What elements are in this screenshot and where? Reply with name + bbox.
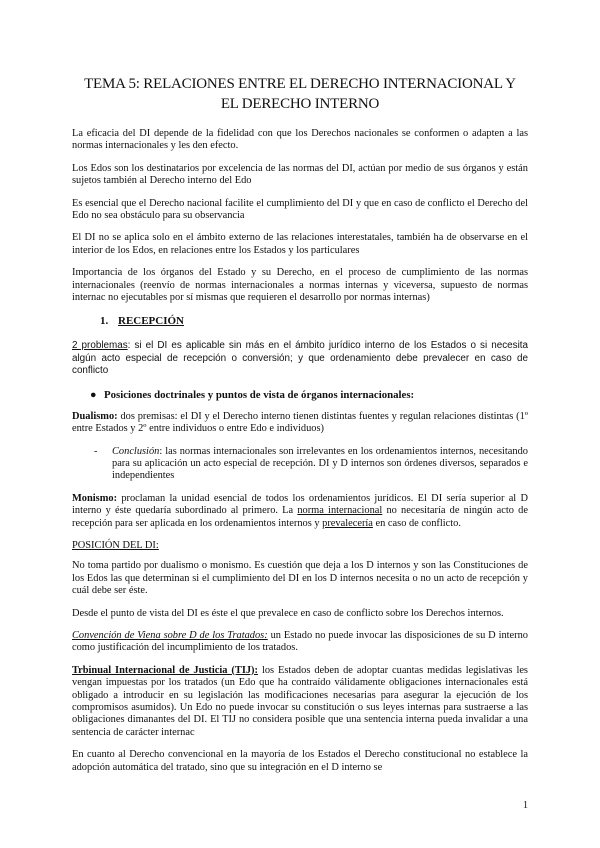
page-content [72, 74, 528, 784]
conclusion-text: : las normas internacionales son irrelevantes en los ordenamientos internos, necesitando para su aplicación un acto especial de recepción. DI y D internos son órdenes diversos, separados e independientes [112, 445, 528, 482]
paragraph-posicion-2: Desde el punto de vista del DI es éste el que prevalece en caso de conflicto sobre los Derechos internos. [72, 607, 504, 619]
monismo-text-1: proclaman la unidad esencial de todos los ordenamientos jurídicos. El DI sería superior al D interno y éste quedaría subordinado al primero. La [72, 492, 528, 517]
conclusion-label: Conclusión [112, 445, 160, 457]
dualismo-conclusion [112, 446, 528, 483]
viena-text: un Estado no puede invocar las disposiciones de su D interno como justificación del incumplimiento de los tratados. [72, 629, 528, 654]
paragraph-monismo [72, 493, 528, 530]
paragraph-convencional: En cuanto al Derecho convencional en la mayoría de los Estados el Derecho constitucional no establece la adopción automática del tratado, sino que su integración en el D interno se [72, 749, 528, 773]
viena-label: Convención de Viena sobre D de los Tratados: [72, 629, 268, 641]
monismo-term: Monismo: [72, 492, 118, 504]
tij-text: los Estados deben de adoptar cuantas medidas legislativas les vengan impuestas por los tratados (un Edo que ha contraído válidamente obligaciones internacionales está obligado a introducir en su legislación las modificaciones necesarias para asegurar la ejecución de los compromisos asumidos). Un Edo no puede invocar su constitución o sus leyes internas para sustraerse a las obligaciones dimanantes del DI. El TIJ no considera posible que una sentencia interna pueda invalidar a una sentencia de carácter internac [72, 664, 528, 738]
section-number: 1. [100, 315, 109, 328]
title-line-2: EL DERECHO INTERNO [220, 96, 380, 112]
title-line-1: TEMA 5: RELACIONES ENTRE EL DERECHO INTERNACIONAL Y [84, 76, 516, 92]
dualismo-text: dos premisas: el DI y el Derecho interno tienen distintas fuentes y regulan relaciones distintas (1º entre Estados y 2º entre individuos o entre Edo e individuos) [72, 410, 528, 435]
paragraph-posicion-1: No toma partido por dualismo o monismo. Es cuestión que deja a los D internos y son las Constituciones de los Edos las que determinan si el cumplimiento del DI en los D internos necesita o no un acto de recepción y cuál debe ser éste. [72, 560, 528, 597]
dualismo-conclusion-item [94, 446, 528, 483]
section-heading-recepcion [100, 314, 528, 328]
tij-label: Trbinual Internacional de Justicia (TIJ): [72, 664, 258, 676]
page-title [72, 74, 528, 114]
monismo-text-3: en caso de conflicto. [372, 517, 461, 529]
bullet-dot-icon: ● [90, 388, 97, 401]
paragraph-esencial: Es esencial que el Derecho nacional facilite el cumplimiento del DI y que en caso de conflicto el Derecho del Edo no sea obstáculo para su observancia [72, 197, 528, 222]
monismo-text-2: no necesitaría de ningún acto de recepción para ser aplicada en los ordenamientos internos y [72, 505, 528, 529]
paragraph-ambito: El DI no se aplica solo en el ámbito externo de las relaciones interestatales, también ha de observarse en el interior de los Edos, en relaciones entre los Estados y los particulares [72, 232, 528, 256]
problemas-text: : si el DI es aplicable sin más en el ámbito jurídico interno de los Estados o si necesita algún acto especial de recepción o conversión; y que ordenamiento debe prevalecer en caso de conflicto [72, 340, 528, 377]
monismo-link-norma: norma internacional [297, 505, 383, 517]
dualismo-term: Dualismo: [72, 410, 118, 422]
bullet-posiciones [90, 388, 528, 402]
paragraph-importancia: Importancia de los órganos del Estado y su Derecho, en el proceso de cumplimiento de las normas internacionales (reenvío de normas internacionales a normas internas y viceversa, supuesto de normas internac no ejecutables por sí mismas que requieren el desarrollo por normas internas) [72, 267, 528, 304]
paragraph-tij [72, 665, 528, 739]
paragraph-destinatarios: Los Edos son los destinatarios por excelencia de las normas del DI, actúan por medio de sus órganos y están sujetos también al Derecho interno del Edo [72, 162, 528, 187]
page-number: 1 [523, 800, 528, 811]
posicion-heading: POSICIÓN DEL DI: [72, 539, 159, 551]
section-title: RECEPCIÓN [118, 315, 185, 328]
problemas-label: 2 problemas [72, 340, 128, 352]
paragraph-eficacia: La eficacia del DI depende de la fidelidad con que los Derechos nacionales se conformen o adapten a las normas internacionales y les den efecto. [72, 128, 528, 152]
paragraph-viena [72, 630, 528, 655]
paragraph-dualismo [72, 411, 528, 436]
monismo-link-prevaleceria: prevalecería [322, 517, 373, 529]
dash-marker: - [94, 445, 98, 457]
bullet-text: Posiciones doctrinales y puntos de vista de órganos internacionales: [104, 388, 415, 401]
paragraph-problemas [72, 340, 528, 377]
